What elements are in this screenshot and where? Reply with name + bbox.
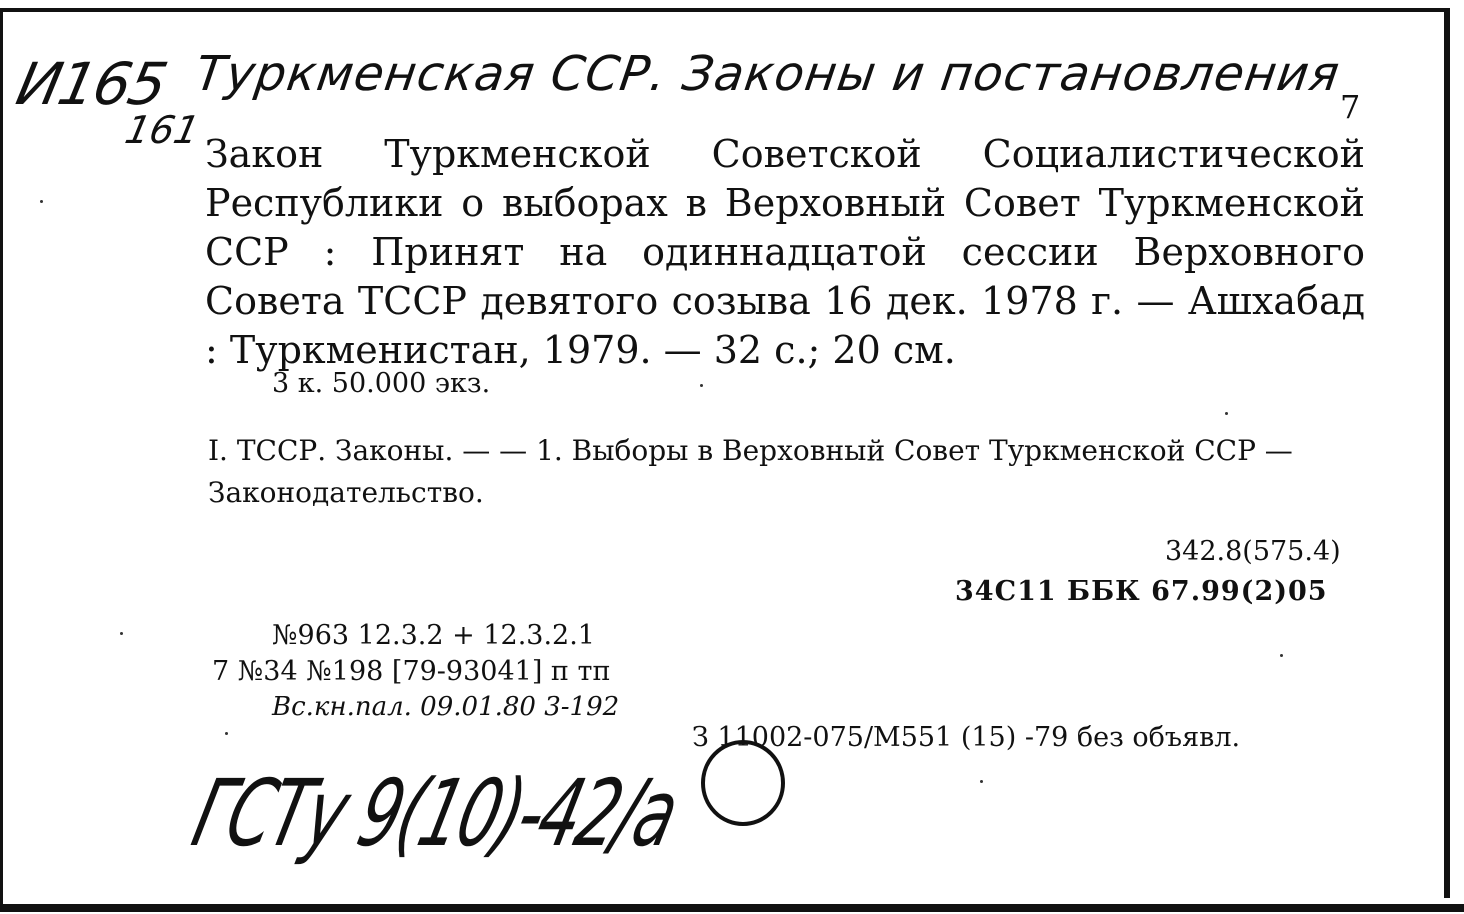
speck xyxy=(1225,412,1228,415)
handwritten-call-number: И165 xyxy=(10,50,172,118)
tech-line-2: 7 №34 №198 [79-93041] п тп xyxy=(212,656,611,687)
handwritten-heading: Туркменская ССР. Законы и постановления xyxy=(192,46,1344,102)
tech-line-1: №963 12.3.2 + 12.3.2.1 xyxy=(272,620,595,651)
circle-stamp-icon xyxy=(698,738,788,828)
card-border-right xyxy=(1444,8,1450,898)
subject-headings: I. ТССР. Законы. — — 1. Выборы в Верховный Совет Туркменской ССР — Законодательство. xyxy=(208,434,1293,509)
bibliographic-description: Закон Туркменской Советской Социалистической Республики о выборах в Верховный Совет Туркменской ССР : Принят на одиннадцатой сессии Верховного Совета ТССР девятого созыва 16 дек. 1978 г. — Ашхабад : Туркменистан, 1979. — 32 с.; 20 см. xyxy=(205,132,1365,372)
isbn-line: З 11002-075/М551 (15) -79 без объявл. xyxy=(692,722,1241,753)
card-border-bottom xyxy=(0,904,1464,912)
bbk-classification: 34С11 ББК 67.99(2)05 xyxy=(955,576,1328,607)
tech-line-3: Вс.кн.пал. 09.01.80 3-192 xyxy=(272,692,620,722)
speck xyxy=(700,384,703,387)
card-border-left xyxy=(0,8,3,908)
speck xyxy=(225,732,228,735)
price-circulation: 3 к. 50.000 экз. xyxy=(272,368,491,399)
page-mark: 7 xyxy=(1340,88,1361,126)
card-border-top xyxy=(0,8,1448,12)
speck xyxy=(40,200,43,203)
handwritten-call-subnumber: 161 xyxy=(121,108,204,152)
speck xyxy=(1280,654,1283,657)
speck xyxy=(980,780,983,783)
speck xyxy=(120,632,123,635)
udc-classification: 342.8(575.4) xyxy=(1165,536,1341,567)
handwritten-code: ГСТу 9(10)-42/а xyxy=(183,760,687,867)
